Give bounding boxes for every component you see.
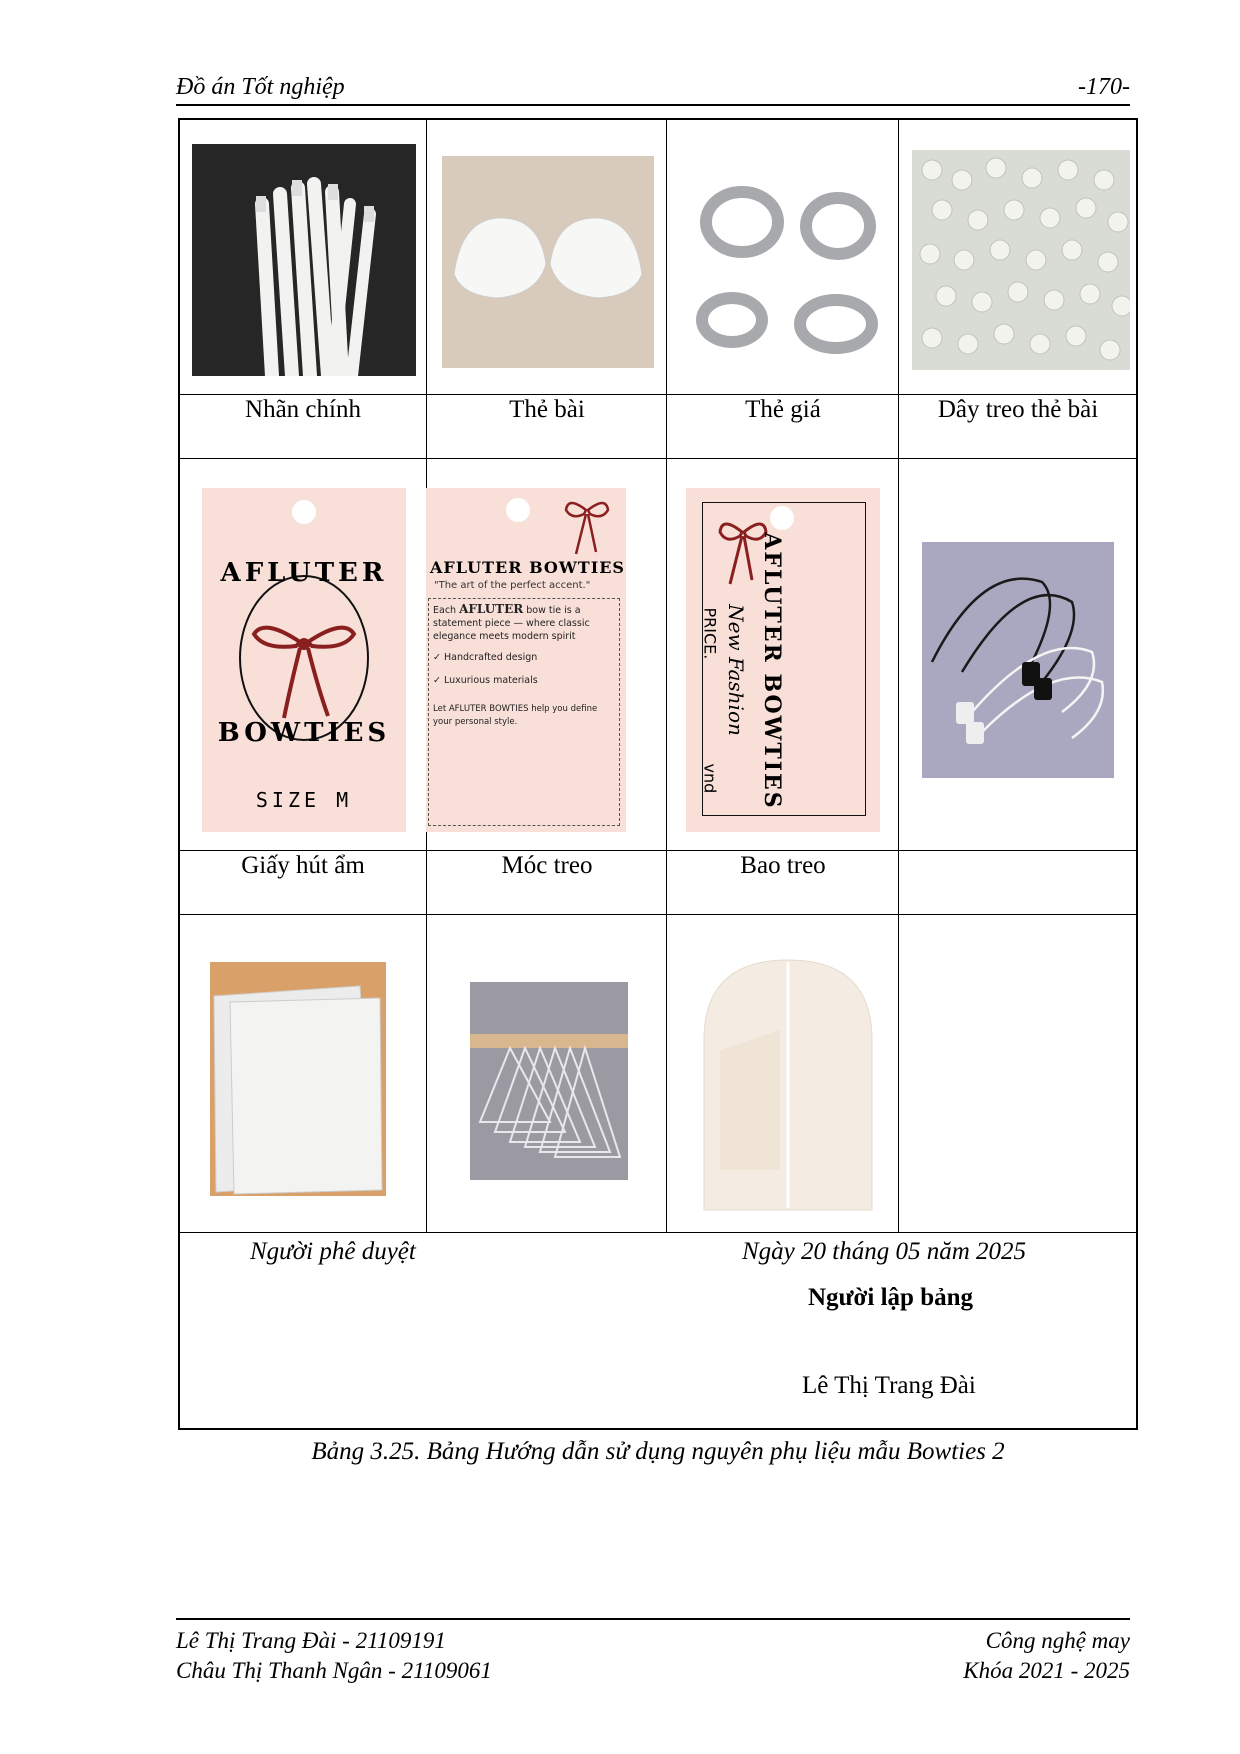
preparer-name: Lê Thị Trang Đài bbox=[802, 1372, 976, 1399]
bow-icon bbox=[562, 496, 612, 558]
row-divider-2a bbox=[180, 850, 1136, 851]
price-tag-brand: AFLUTER BOWTIES bbox=[759, 532, 785, 810]
price-tag-design bbox=[686, 488, 880, 832]
main-label-bottom-text: BOWTIES bbox=[217, 718, 391, 748]
bra-cup-photo bbox=[442, 156, 654, 368]
row-divider-1b bbox=[180, 458, 1136, 459]
approver-label: Người phê duyệt bbox=[250, 1238, 416, 1265]
label-hang-tag: Thẻ bài bbox=[509, 396, 585, 423]
hang-tag-title: AFLUTER BOWTIES bbox=[430, 558, 625, 577]
price-tag-unit: vnd bbox=[700, 763, 720, 794]
page-number: -170- bbox=[1078, 74, 1130, 100]
tag-string-photo bbox=[922, 542, 1114, 778]
row-divider-1a bbox=[180, 394, 1136, 395]
hang-tag-tagline: "The art of the perfect accent." bbox=[434, 580, 591, 591]
garment-bag-photo bbox=[690, 950, 886, 1216]
hang-tag-body bbox=[428, 598, 620, 826]
hang-tag-description: Each AFLUTER bow tie is a statement piece — where classic elegance meets modern spirit bbox=[433, 602, 590, 642]
footer-author-2: Châu Thị Thanh Ngân - 21109061 bbox=[176, 1658, 492, 1683]
col-divider-3 bbox=[898, 120, 899, 1232]
price-tag-script: New Fashion bbox=[724, 604, 748, 736]
table-caption: Bảng 3.25. Bảng Hướng dẫn sử dụng nguyên phụ liệu mẫu Bowties 2 bbox=[311, 1438, 1005, 1465]
desiccant-paper-photo bbox=[210, 962, 386, 1196]
hang-tag-design bbox=[426, 488, 626, 832]
hang-tag-bullet-2: ✓ Luxurious materials bbox=[433, 675, 538, 686]
pearl-beads-photo bbox=[912, 150, 1130, 370]
eyelet-photo bbox=[678, 160, 888, 370]
preparer-title: Người lập bảng bbox=[808, 1284, 974, 1311]
label-hanger: Móc treo bbox=[501, 852, 593, 879]
tag-hole bbox=[292, 500, 316, 524]
footer-course: Khóa 2021 - 2025 bbox=[963, 1658, 1130, 1683]
hanger-photo bbox=[470, 982, 628, 1180]
footer-major: Công nghệ may bbox=[985, 1628, 1130, 1653]
col-divider-2 bbox=[666, 120, 667, 1232]
page-footer bbox=[176, 1618, 1130, 1683]
label-garment-bag: Bao treo bbox=[740, 852, 826, 879]
row-divider-3 bbox=[180, 1232, 1136, 1233]
signature-date: Ngày 20 tháng 05 năm 2025 bbox=[742, 1238, 1027, 1265]
page-header bbox=[176, 74, 1130, 106]
label-main-label: Nhãn chính bbox=[245, 396, 361, 423]
materials-table bbox=[178, 118, 1138, 1430]
hang-tag-closing: Let AFLUTER BOWTIES help you define your personal style. bbox=[433, 704, 598, 727]
row-divider-2b bbox=[180, 914, 1136, 915]
footer-author-1: Lê Thị Trang Đài - 21109191 bbox=[176, 1628, 446, 1653]
main-label-size: SIZE M bbox=[255, 788, 353, 812]
hang-tag-bullet-1: ✓ Handcrafted design bbox=[433, 652, 538, 663]
header-title: Đồ án Tốt nghiệp bbox=[176, 74, 345, 100]
label-price-tag: Thẻ giá bbox=[745, 396, 821, 423]
label-tag-string: Dây treo thẻ bài bbox=[937, 396, 1099, 423]
zipper-photo bbox=[192, 144, 416, 376]
price-tag-price-label: PRICE. bbox=[700, 607, 720, 660]
label-desiccant-paper: Giấy hút ẩm bbox=[241, 852, 365, 879]
main-label-top-text: AFLUTER bbox=[220, 558, 388, 588]
tag-hole bbox=[506, 498, 530, 522]
main-label-design bbox=[202, 488, 406, 832]
